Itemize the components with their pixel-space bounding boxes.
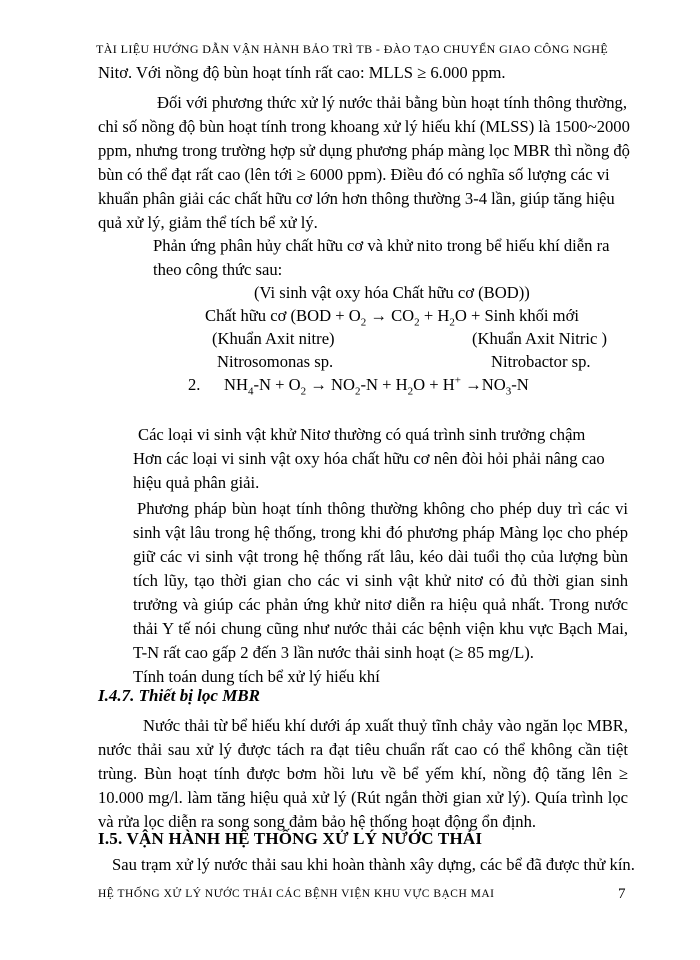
text-line: Đối với phương thức xử lý nước thải bằng bùn hoạt tính thông thường, xyxy=(157,93,627,112)
bacteria-left: Nitrosomonas sp. xyxy=(217,352,334,371)
text-line: T-N rất cao gấp 2 đến 3 lần nước thải sinh hoạt (≥ 85 mg/L). xyxy=(133,643,534,662)
text-line: 10.000 mg/l. làm tăng hiệu quả xử lý (Rút ngắn thời gian xử lý). Quía trình lọc xyxy=(98,788,628,807)
text-line: sinh vật lâu trong hệ thống, trong khi đó phương pháp Màng lọc cho phép xyxy=(133,523,628,542)
section-heading-operation: I.5. VẬN HÀNH HỆ THỐNG XỬ LÝ NƯỚC THẢI xyxy=(98,829,483,848)
formula-label-left: (Khuẩn Axit nitre) xyxy=(212,329,335,348)
text-line: Nước thải từ bể hiếu khí dưới áp xuất thuỷ tĩnh chảy vào ngăn lọc MBR, xyxy=(143,716,628,735)
text-line: Hơn các loại vi sinh vật oxy hóa chất hữu cơ nên đòi hỏi phải nâng cao xyxy=(133,449,605,468)
section-heading-mbr: I.4.7. Thiết bị lọc MBR xyxy=(98,686,260,705)
text-line: trưởng và giúp các phản ứng khử nitơ diễn ra hiệu quả nhất. Trong nước xyxy=(133,595,628,614)
text-line: ppm, nhưng trong trường hợp sử dụng phương pháp màng lọc MBR thì nồng độ xyxy=(98,141,630,160)
text-line: nước thải sau xử lý được tách ra đạt tiêu chuẩn rất cao có thể không cần tiệt xyxy=(98,740,628,759)
text-line: Sau trạm xử lý nước thải sau khi hoàn thành xây dựng, các bể đã được thử kín. xyxy=(112,855,635,874)
formula-label-top: (Vi sinh vật oxy hóa Chất hữu cơ (BOD)) xyxy=(254,283,530,302)
text-line: và rửa lọc diễn ra song song đảm bảo hệ thống hoạt động ổn định. xyxy=(98,812,537,831)
formula-equation-2: $NH_4-N + O_2 \to NO_2-N + H_2O + H^+ \to NO_3-N$ xyxy=(224,374,529,398)
running-header: TÀI LIỆU HƯỚNG DẪN VẬN HÀNH BẢO TRÌ TB - ĐÀO TẠO CHUYỂN GIAO CÔNG NGHỆ xyxy=(96,42,609,56)
formula-label-right: (Khuẩn Axit Nitric ) xyxy=(472,329,608,348)
text-line: bùn có thể đạt rất cao (lên tới ≥ 6000 ppm). Điều đó có nghĩa số lượng các vi xyxy=(98,165,610,184)
text-line: chỉ số nồng độ bùn hoạt tính trong khoang xử lý hiếu khí (MLSS) là 1500~2000 xyxy=(98,117,630,136)
text-line: hiệu quả phân giải. xyxy=(133,473,260,492)
text-line: Tính toán dung tích bể xử lý hiếu khí xyxy=(133,667,380,686)
formula-equation-1: Chất hữu cơ ($BOD + O_2 \to CO_2 + H_2O$ + Sinh khối mới xyxy=(205,306,579,329)
text-line: Phản ứng phân hủy chất hữu cơ và khử nito trong bể hiếu khí diễn ra xyxy=(153,236,610,255)
page-number: 7 xyxy=(618,886,626,902)
text-line: quả xử lý, giảm thể tích bể xử lý. xyxy=(98,213,318,232)
text-line: theo công thức sau: xyxy=(153,260,283,279)
text-line: thải Y tế nói chung cũng như nước thải các bệnh viện khu vực Bạch Mai, xyxy=(133,619,628,638)
running-footer: HỆ THỐNG XỬ LÝ NƯỚC THẢI CÁC BỆNH VIỆN KHU VỰC BẠCH MAI xyxy=(98,888,495,900)
text-line: tích lũy, tạo thời gian cho các vi sinh vật khử nitơ có đủ thời gian sinh xyxy=(133,571,628,590)
text-line: Phương pháp bùn hoạt tính thông thường không cho phép duy trì các vi xyxy=(137,499,628,518)
text-line: giữ các vi sinh vật trong hệ thống rất lâu, kéo dài tuổi thọ của lượng bùn xyxy=(133,547,628,566)
text-line: Các loại vi sinh vật khử Nitơ thường có quá trình sinh trưởng chậm xyxy=(138,425,586,444)
text-line: khuẩn phân giải các chất hữu cơ lớn hơn thông thường 3-4 lần, giúp tăng hiệu xyxy=(98,189,615,208)
bacteria-right: Nitrobactor sp. xyxy=(491,352,591,371)
text-line: trùng. Bùn hoạt tính được bơm hồi lưu về bể yếm khí, nồng độ tăng lên ≥ xyxy=(98,764,628,783)
formula-number: 2. xyxy=(188,375,201,394)
text-line: Nitơ. Với nồng độ bùn hoạt tính rất cao: MLLS ≥ 6.000 ppm. xyxy=(98,63,506,82)
